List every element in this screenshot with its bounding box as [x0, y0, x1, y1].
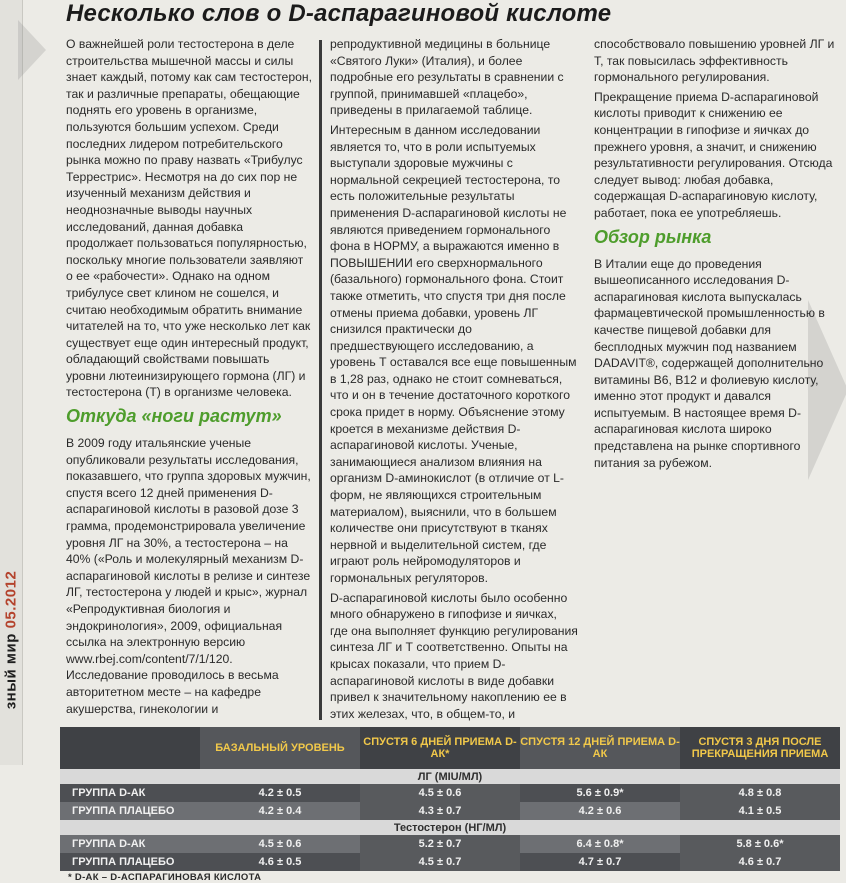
- table-cell: 4.5 ± 0.6: [360, 784, 520, 802]
- paragraph: способствовало повышению уровней ЛГ и Т, так повысилась эффективность гормонального регулирования.: [594, 37, 835, 85]
- table-header-row: [60, 727, 840, 769]
- table-section-row: [60, 820, 840, 835]
- section-heading: Откуда «ноги растут»: [66, 406, 282, 427]
- table-header-cell: СПУСТЯ 6 ДНЕЙ ПРИЕМА D-АК*: [360, 727, 520, 769]
- table-cell: 4.5 ± 0.7: [360, 853, 520, 871]
- table-cell: 4.8 ± 0.8: [680, 784, 840, 802]
- group-name: ГРУППА ПЛАЦЕБО: [60, 802, 200, 820]
- text-column-2: [330, 36, 578, 725]
- table-cell: 4.7 ± 0.7: [520, 853, 680, 871]
- group-name: ГРУППА D-АК: [60, 784, 200, 802]
- table-row: [60, 802, 840, 820]
- paragraph: Прекращение приема D-аспарагиновой кислоты приводит к снижению ее концентрации в гипофизе и яичках до прежнего уровня, а значит, и снижению результативности регулирования. Отсюда следует вывод: любая добавка, содержащая D-аспарагиновую кислоту, работает, пока ее употребляешь.: [594, 89, 833, 220]
- issue-number: 05.2012: [2, 570, 20, 629]
- group-name: ГРУППА ПЛАЦЕБО: [60, 853, 200, 871]
- results-table: [60, 727, 840, 871]
- table-row: [60, 853, 840, 871]
- table-cell: 4.6 ± 0.7: [680, 853, 840, 871]
- paragraph: В Италии еще до проведения вышеописанного исследования D-аспарагиновая кислота выпускалась фармацевтической промышленностью в качестве пищевой добавки для бесплодных мужчин под названием DADAVIT®, содержащей дополнительно витамины В6, В12 и фолиевую кислоту, именно этот продукт и давался испытуемым. В настоящее время D-аспарагиновая кислота широко представлена на рынке спортивного питания за рубежом.: [594, 256, 825, 470]
- table-cell: 5.6 ± 0.9*: [520, 784, 680, 802]
- table-cell: 4.2 ± 0.5: [200, 784, 360, 802]
- section-heading: Обзор рынка: [594, 226, 712, 247]
- table-cell: 4.3 ± 0.7: [360, 802, 520, 820]
- table-cell: 6.4 ± 0.8*: [520, 835, 680, 853]
- decorative-chevron-icon: [18, 20, 46, 80]
- table-cell: 4.6 ± 0.5: [200, 853, 360, 871]
- paragraph: О важнейшей роли тестостерона в деле строительства мышечной массы и силы знает каждый, потому как сам тестостерон, так и различные препараты, обещающие поднять его уровень в организме, пользуются большим успехом. Среди последних лидером потребительского рынка можно по праву назвать «Трибулус Террестрис». Несмотря на до сих пор не изученный механизм действия и неоднозначные выводы научных исследований, данная добавка продолжает пользоваться популярностью, поскольку многие пользователи заявляют о ее «рабочести». Однако на одном трибулусе свет клином не сошелся, и считаю необходимым обратить внимание читателей на то, что уже несколько лет как существует еще один интересный продукт, обладающий свойствами повышать уровни лютеинизирующего гормона (ЛГ) и тестостерона (Т) в организме человека.: [66, 37, 313, 400]
- table-header-cell: БАЗАЛЬНЫЙ УРОВЕНЬ: [200, 727, 360, 769]
- text-column-3: [594, 36, 840, 474]
- column-divider: [319, 40, 322, 720]
- paragraph: В 2009 году итальянские ученые опубликовали результаты исследования, показавшего, что группа здоровых мужчин, спустя всего 12 дней применения D-аспарагиновой кислоты в разовой дозе 3 грамма, продемонстрировала увеличение уровня ЛГ на 30%, а тестостерона – на 40% («Роль и молекулярный механизм D-аспарагиновой кислоты в релизе и синтезе ЛГ, тестостерона у людей и крыс», журнал «Репродуктивная биология и эндокринология», 2009, официальная ссылка на электронную версию www.rbej.com/content/7/1/120. Исследование проводилось в весьма авторитетном месте – на кафедре акушерства, гинекологии и: [66, 436, 311, 716]
- table-row: [60, 784, 840, 802]
- text-column-1: [66, 36, 312, 720]
- table-header-cell: СПУСТЯ 3 ДНЯ ПОСЛЕ ПРЕКРАЩЕНИЯ ПРИЕМА: [680, 727, 840, 769]
- group-name: ГРУППА D-АК: [60, 835, 200, 853]
- page-spine: [0, 0, 23, 765]
- section-label: ЛГ (MIU/МЛ): [60, 769, 840, 784]
- table-header-cell: [60, 727, 200, 769]
- table-section-row: [60, 769, 840, 784]
- paragraph: репродуктивной медицины в больнице «Святого Луки» (Италия), и более подробные его результаты в сравнении с группой, принимавшей «плацебо», приведены в прилагаемой таблице.: [330, 37, 564, 118]
- paragraph: D-аспарагиновой кислоты было особенно много обнаружено в гипофизе и яичках, где она выполняет функцию регулирования синтеза ЛГ и Т соответственно. Опыты на крысах показали, что прием D-аспарагиновой кислоты в виде добавки привел к значительному накоплению ее в этих железах, что, в общем-то, и: [330, 590, 578, 721]
- article-title: Несколько слов о D-аспарагиновой кислоте: [66, 0, 612, 27]
- magazine-name: зный мир: [2, 633, 20, 710]
- paragraph: Интересным в данном исследовании является то, что в роли испытуемых выступали здоровые мужчины с нормальной секрецией тестостерона, то есть положительные результаты применения D-аспарагиновой кислоты не являются приведением гормонального фона в НОРМУ, а выражаются именно в ПОВЫШЕНИИ его сверхнормального (базального) гормонального фона. Стоит также отметить, что спустя три дня после отмены приема добавки, уровень ЛГ снизился практически до предшествующего исследованию, а уровень Т оставался все еще повышенным в 1,28 раз, однако не стоит сомневаться, что и он в течение достаточного короткого срока придет в норму. Объяснение этому кроется в механизме действия D-аспарагиновой кислоты. Ученые, занимающиеся анализом влияния на организм D-аминокислот (в отличие от L-форм, не являющихся строительным материалом), выяснили, что в большем количестве они присутствуют в тканях нервной и выделительной систем, где играют роль нейромодуляторов и гормональных регуляторов.: [330, 122, 577, 585]
- table-cell: 4.2 ± 0.6: [520, 802, 680, 820]
- table-cell: 5.2 ± 0.7: [360, 835, 520, 853]
- table-cell: 4.5 ± 0.6: [200, 835, 360, 853]
- table-header-cell: СПУСТЯ 12 ДНЕЙ ПРИЕМА D-АК: [520, 727, 680, 769]
- table-cell: 4.2 ± 0.4: [200, 802, 360, 820]
- section-label: Тестостерон (НГ/МЛ): [60, 820, 840, 835]
- table-footnote: * D-АК – D-АСПАРАГИНОВАЯ КИСЛОТА: [68, 872, 262, 883]
- spine-label: [3, 571, 20, 710]
- table-row: [60, 835, 840, 853]
- table-cell: 4.1 ± 0.5: [680, 802, 840, 820]
- table-cell: 5.8 ± 0.6*: [680, 835, 840, 853]
